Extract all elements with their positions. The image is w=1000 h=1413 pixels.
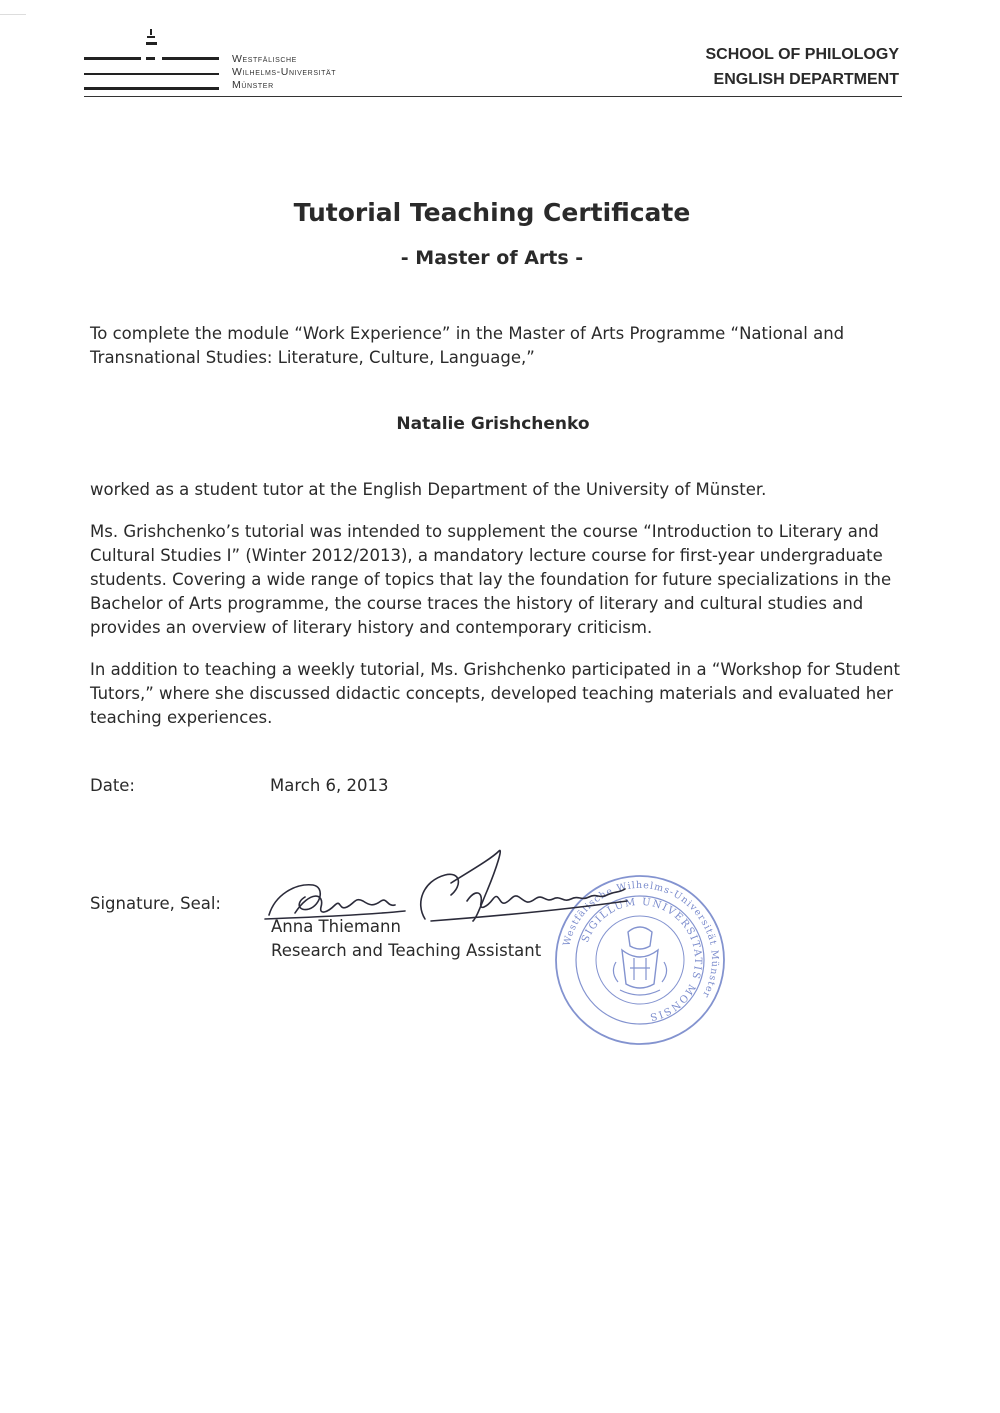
scan-edge-mark <box>0 14 26 15</box>
header-divider <box>84 96 902 97</box>
signature-label: Signature, Seal: <box>90 894 221 913</box>
date-label: Date: <box>90 776 135 795</box>
seal-inner-text: SIGILLUM UNIVERSITATIS MONSIS <box>580 896 704 1023</box>
workshop-paragraph: In addition to teaching a weekly tutorial, Ms. Grishchenko participated in a “Workshop for Student Tutors,” where she discussed didactic concepts, developed teaching materials and evaluated her teaching experiences. <box>90 660 900 727</box>
university-name-line3: Münster <box>232 79 274 91</box>
date-value: March 6, 2013 <box>270 776 389 795</box>
department-block <box>706 42 900 92</box>
certificate-subtitle: - Master of Arts - <box>400 247 584 269</box>
university-logo-icon <box>84 26 224 92</box>
department-name: ENGLISH DEPARTMENT <box>713 71 899 88</box>
school-name: SCHOOL OF PHILOLOGY <box>705 46 899 63</box>
recipient-name: Natalie Grishchenko <box>396 414 590 434</box>
university-name-line2: Wilhelms-Universität <box>232 66 337 78</box>
university-name-line1: Westfälische <box>232 53 297 65</box>
signer-title: Research and Teaching Assistant <box>271 941 542 960</box>
signer-name: Anna Thiemann <box>271 917 401 936</box>
certificate-title: Tutorial Teaching Certificate <box>293 198 691 227</box>
signer-block <box>271 915 541 963</box>
course-description-paragraph: Ms. Grishchenko’s tutorial was intended to supplement the course “Introduction to Literary and Cultural Studies I” (Winter 2012/2013), a mandatory lecture course for first-year undergraduate students. Covering a wide range of topics that lay the foundation for future specializations in the Bachelor of Arts programme, the course traces the history of literary and cultural studies and provides an overview of literary history and contemporary criticism. <box>90 522 892 637</box>
worked-statement: worked as a student tutor at the English Department of the University of Münster. <box>90 480 767 499</box>
university-name <box>232 53 336 92</box>
intro-paragraph: To complete the module “Work Experience” in the Master of Arts Programme “National and Transnational Studies: Literature, Culture, Language,” <box>90 324 845 367</box>
seal-outer-text: Westfälische Wilhelms-Universität Münster <box>561 879 721 1000</box>
